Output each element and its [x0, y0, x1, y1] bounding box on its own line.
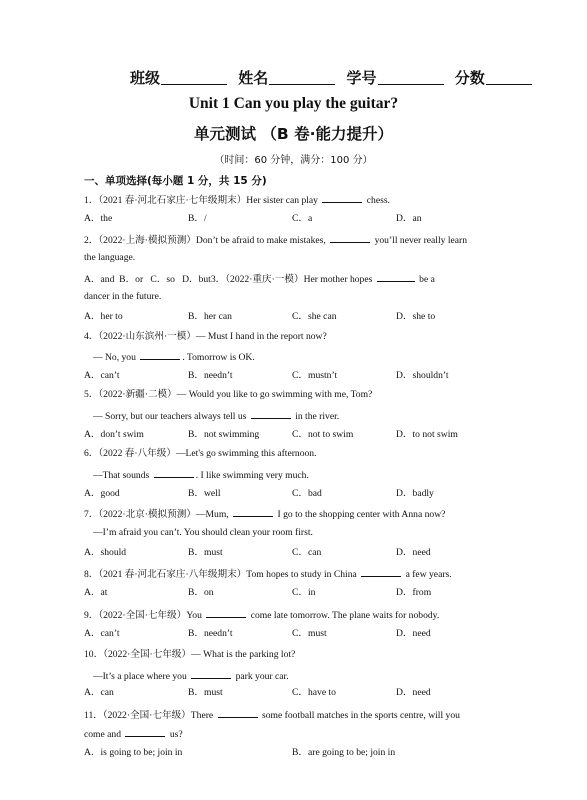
question-stem: — No, you	[93, 352, 136, 363]
score-label: 分数	[454, 69, 485, 87]
question-1	[84, 193, 390, 207]
answer-blank	[191, 669, 231, 679]
question-6	[84, 448, 317, 460]
option-a: A．good	[84, 488, 120, 499]
student-info-line	[130, 67, 538, 88]
option-c: C．not to swim	[292, 429, 354, 440]
option-c: C．a	[292, 213, 313, 224]
question-6-line2	[93, 468, 309, 482]
question-8	[84, 567, 452, 581]
answer-blank	[125, 727, 165, 737]
answer-blank	[154, 468, 194, 478]
question-stem: There	[190, 710, 214, 721]
option-c: C．she can	[292, 311, 337, 322]
option-d: D．badly	[396, 488, 434, 499]
question-number: 7．	[84, 509, 99, 520]
option-b: B．needn’t	[188, 628, 233, 639]
question-stem: — Would you like to go swimming with me, Tom?	[176, 389, 373, 400]
question-source: （2022·重庆·一模）	[225, 274, 304, 285]
answer-blank	[251, 409, 291, 419]
option-c: C．must	[292, 628, 327, 639]
question-stem: come late tomorrow. The plane waits for nobody.	[250, 610, 440, 621]
option-b: B．/	[188, 213, 207, 224]
option-a: A．is going to be; join in	[84, 747, 183, 758]
exam-note: （时间：60 分钟，满分：100 分）	[214, 155, 373, 166]
option-c: C．in	[292, 587, 316, 598]
test-subtitle: 单元测试 （B 卷·能力提升）	[194, 125, 393, 143]
option-a: A．her to	[84, 311, 123, 322]
question-number: 1．	[84, 195, 99, 206]
option-b: B．well	[188, 488, 221, 499]
question-stem: — Sorry, but our teachers always tell us	[93, 411, 247, 422]
question-stem: a few years.	[405, 569, 452, 580]
option-c: C．mustn’t	[292, 370, 338, 381]
question-stem: come and	[84, 729, 122, 740]
question-number: 5．	[84, 389, 99, 400]
option-a: A．the	[84, 213, 113, 224]
question-source: （2022·北京·模拟预测）	[98, 509, 196, 520]
question-number: 4．	[84, 331, 99, 342]
option-b: B．must	[188, 687, 223, 698]
question-stem: — Must I hand in the report now?	[195, 331, 327, 342]
question-number: 10．	[84, 649, 104, 660]
question-11	[84, 708, 460, 722]
question-7	[84, 507, 445, 521]
option-c: C．bad	[292, 488, 322, 499]
option-b: B．are going to be; join in	[292, 747, 396, 758]
question-stem: park your car.	[235, 671, 289, 682]
section-title: 一、单项选择(每小题 1 分，共 15 分)	[84, 175, 267, 187]
option-b: B．her can	[188, 311, 232, 322]
question-4	[84, 331, 327, 343]
question-stem: Tom hopes to study in China	[246, 569, 357, 580]
question-number: 9．	[84, 610, 99, 621]
question-stem: — What is the parking lot?	[191, 649, 296, 660]
option-a: A．should	[84, 547, 127, 558]
question-source: （2022·上海·模拟预测）	[98, 235, 196, 246]
question-stem: —Let's go swimming this afternoon.	[175, 448, 317, 459]
question-source: （2021 春·河北石家庄·八年级期末）	[98, 569, 247, 580]
question-stem: us?	[169, 729, 183, 740]
name-label: 姓名	[238, 69, 269, 87]
question-stem: —That sounds	[93, 470, 150, 481]
answer-blank	[140, 350, 180, 360]
question-10-line2	[93, 669, 289, 683]
question-stem: . Tomorrow is OK.	[182, 352, 255, 363]
option-d: D．need	[396, 687, 431, 698]
answer-blank	[322, 193, 362, 203]
question-3-line2: dancer in the future.	[84, 291, 162, 302]
question-stem: some football matches in the sports centre, will you	[261, 710, 460, 721]
question-stem: . I like swimming very much.	[195, 470, 309, 481]
question-source: （2022 春·八年级）	[98, 448, 176, 459]
question-stem: you’ll never really learn	[374, 235, 468, 246]
question-stem: You	[186, 610, 202, 621]
class-blank	[161, 70, 227, 85]
question-number: 6．	[84, 448, 99, 459]
answer-blank	[361, 567, 401, 577]
question-number: 8．	[84, 569, 99, 580]
option-c: C．have to	[292, 687, 336, 698]
score-blank	[486, 70, 532, 85]
unit-title: Unit 1 Can you play the guitar?	[188, 95, 399, 112]
inline-options: A．and B．or C．so D．but	[84, 274, 211, 285]
question-stem: in the river.	[295, 411, 340, 422]
question-source: （2022·新疆·二模）	[98, 389, 177, 400]
question-source: （2022·全国·七年级）	[102, 710, 191, 721]
option-a: A．at	[84, 587, 108, 598]
option-c: C．can	[292, 547, 322, 558]
class-label: 班级	[130, 69, 161, 87]
option-a: A．don’t swim	[84, 429, 144, 440]
question-2-line2: the language.	[84, 252, 136, 263]
student-id-label: 学号	[346, 69, 377, 87]
question-number: 3．	[210, 274, 226, 285]
question-9	[84, 608, 439, 622]
question-stem: Her mother hopes	[303, 274, 373, 285]
option-a: A．can’t	[84, 370, 120, 381]
option-b: B．not swimming	[188, 429, 260, 440]
question-source: （2022·山东滨州·一模）	[98, 331, 196, 342]
question-source: （2021 春·河北石家庄·七年级期末）	[98, 195, 247, 206]
option-d: D．need	[396, 547, 431, 558]
question-stem: chess.	[366, 195, 390, 206]
question-stem: I go to the shopping center with Anna now?	[277, 509, 446, 520]
answer-blank	[330, 233, 370, 243]
question-number: 11．	[84, 710, 103, 721]
question-5	[84, 389, 372, 401]
question-stem: —Mum,	[195, 509, 229, 520]
question-10	[84, 649, 295, 661]
question-source: （2022·全国·七年级）	[98, 610, 187, 621]
question-stem: Don’t be afraid to make mistakes,	[195, 235, 326, 246]
question-5-line2	[93, 409, 339, 423]
question-source: （2022·全国·七年级）	[103, 649, 192, 660]
option-b: B．must	[188, 547, 223, 558]
option-d: D．she to	[396, 311, 436, 322]
option-b: B．on	[188, 587, 214, 598]
question-number: 2．	[84, 235, 99, 246]
option-d: D．need	[396, 628, 431, 639]
option-d: D．from	[396, 587, 432, 598]
question-11-line2	[84, 727, 183, 741]
option-a: A．can’t	[84, 628, 120, 639]
answer-blank	[218, 708, 258, 718]
answer-blank	[206, 608, 246, 618]
question-stem: —It’s a place where you	[93, 671, 187, 682]
question-7-line2: —I’m afraid you can’t. You should clean your room first.	[93, 527, 313, 538]
option-a: A．can	[84, 687, 114, 698]
student-id-blank	[378, 70, 444, 85]
option-b: B．needn’t	[188, 370, 233, 381]
question-stem: be a	[419, 274, 435, 285]
question-4-line2	[93, 350, 255, 364]
option-d: D．an	[396, 213, 422, 224]
question-2-options-and-question-3	[84, 272, 435, 286]
option-d: D．to not swim	[396, 429, 458, 440]
question-stem: Her sister can play	[246, 195, 318, 206]
option-d: D．shouldn’t	[396, 370, 449, 381]
answer-blank	[377, 272, 415, 282]
answer-blank	[233, 507, 273, 517]
question-2	[84, 233, 467, 247]
name-blank	[269, 70, 335, 85]
